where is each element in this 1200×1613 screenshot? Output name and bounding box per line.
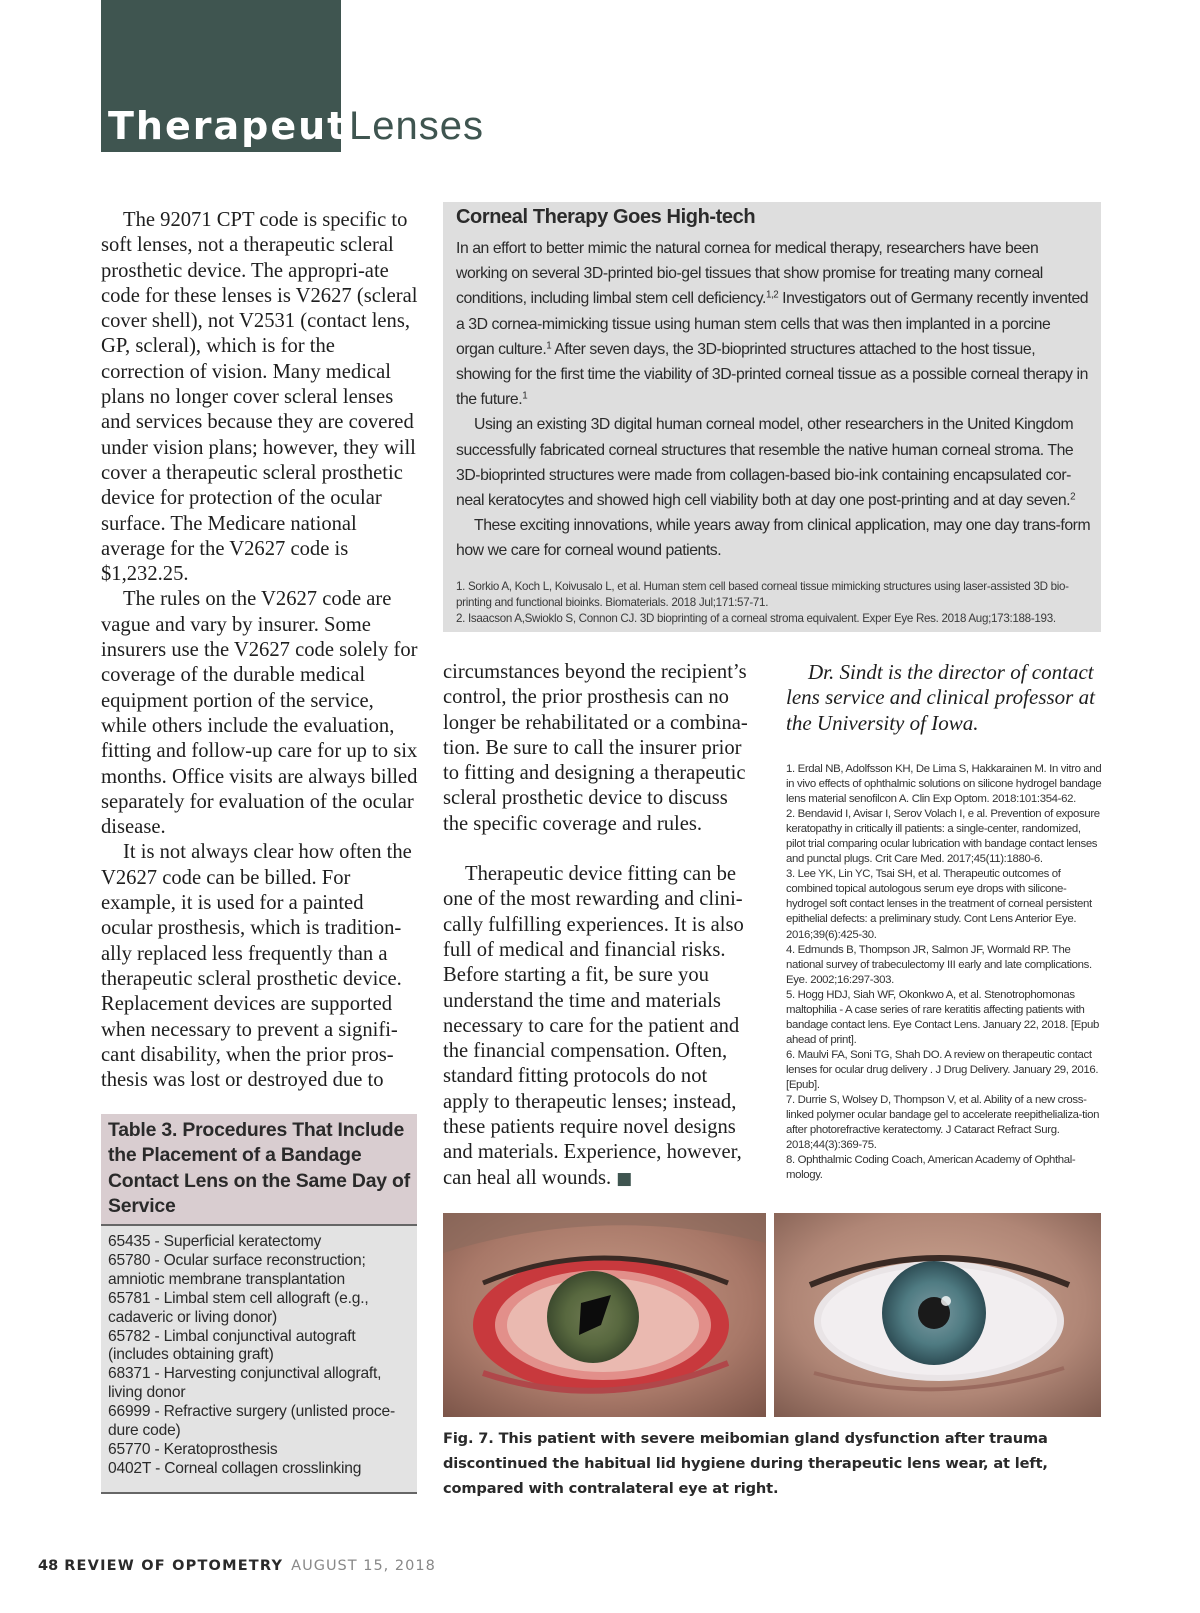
sidebar-paragraph: These exciting innovations, while years away from clinical application, may one day trans-form how we care for corneal wound patients. [456,517,1091,560]
reference-item: 3. Lee YK, Lin YC, Tsai SH, et al. Therapeutic outcomes of combined topical autologous serum eye drops with silicone-hydrogel soft contact lenses in the treatment of corneal persistent epithelial defects: a preliminary study. Cont Lens Anterior Eye. 2016;39(6):425-30. [786,868,1092,941]
body-paragraph: Therapeutic device fitting can be one of the most rewarding and clini-cally fulfilling experiences. It is also full of medical and financial risks. Before starting a fit, be sure you understand the time and materials necessary to care for the patient and the financial compensation. Often, standard fitting protocols do not apply to therapeutic lenses; instead, these patients require novel designs and materials. Experience, however, can heal all wounds. ■ [443,863,744,1189]
sidebar-references [456,579,1092,627]
table-row: 65770 - Keratoprosthesis [108,1440,278,1458]
reference-item: 5. Hogg HDJ, Siah WF, Okonkwo A, et al. Stenotrophomonas maltophilia - A case series of rare keratitis affecting patients with bandage contact lens. Eye Contact Lens. January 22, 2018. [Epub ahead of print]. [786,988,1099,1046]
table-row: 65780 - Ocular surface reconstruction; amniotic membrane transplantation [108,1251,366,1288]
issue-date: AUGUST 15, 2018 [291,1558,436,1574]
reference-item: 8. Ophthalmic Coding Coach, American Academy of Ophthal-mology. [786,1154,1076,1182]
sidebar-reference: 1. Sorkio A, Koch L, Koivusalo L, et al. Human stem cell based corneal tissue mimicking structures using laser-assisted 3D bio-printing and functional bioinks. Biomaterials. 2018 Jul;171:57-71. [456,580,1069,609]
end-mark: ■ [616,1168,633,1189]
sidebar-reference: 2. Isaacson A,Swioklo S, Connon CJ. 3D bioprinting of a corneal stroma equivalent. Exper Eye Res. 2018 Aug;173:188-193. [456,612,1056,625]
sidebar-body [456,236,1092,564]
sidebar-title: Corneal Therapy Goes High-tech [456,206,756,228]
body-paragraph: The 92071 CPT code is specific to soft lenses, not a therapeutic scleral prosthetic device. The appropri-ate code for these lenses is V2627 (scleral cover shell), not V2531 (contact lens, GP, scleral), which is for the correction of vision. Many medical plans no longer cover scleral lenses and services because they are covered under vision plans; however, they will cover a therapeutic scleral prosthetic device for protection of the ocular surface. The Medicare national average for the V2627 code is $1,232.25. [101,209,418,586]
page-footer [38,1558,436,1574]
section-title-bold: Therapeutic [108,104,387,148]
page-number: 48 [38,1558,59,1574]
reference-item: 7. Durrie S, Wolsey D, Thompson V, et al. Ability of a new cross-linked polymer ocular bandage gel to accelerate reepithelializa-tion after photorefractive keratectomy. J Cataract Refract Surg. 2018;44(3):369-75. [786,1094,1100,1152]
body-column-middle [443,660,758,1192]
author-bio: Dr. Sindt is the director of contact lens service and clinical professor at the University of Iowa. [786,660,1095,735]
table-row: 66999 - Refractive surgery (unlisted proce-dure code) [108,1403,395,1440]
table-items [108,1233,413,1479]
reference-item: 6. Maulvi FA, Soni TG, Shah DO. A review on therapeutic contact lenses for ocular drug delivery . J Drug Delivery. January 29, 2016. [Epub]. [786,1048,1099,1091]
table-row: 65781 - Limbal stem cell allograft (e.g., cadaveric or living donor) [108,1289,369,1326]
reference-item: 4. Edmunds B, Thompson JR, Salmon JF, Wormald RP. The national survey of trabeculectomy III early and late complications. Eye. 2002;16:297-303. [786,943,1092,986]
table-row: 65435 - Superficial keratectomy [108,1233,322,1250]
figure-caption: Fig. 7. This patient with severe meibomian gland dysfunction after trauma discontinued the habitual lid hygiene during therapeutic lens wear, at left, compared with contralateral eye at right. [443,1430,1048,1498]
table-bottom-rule [101,1492,417,1494]
references-list [786,762,1102,1183]
body-column-left [101,208,419,1093]
eye-photo-right [774,1213,1101,1417]
body-paragraph: circumstances beyond the recipient’s control, the prior prosthesis can no longer be rehabilitated or a combina-tion. Be sure to call the insurer prior to fitting and designing a therapeutic scleral prosthetic device to discuss the specific coverage and rules. [443,661,748,835]
reference-item: 1. Erdal NB, Adolfsson KH, De Lima S, Hakkarainen M. In vitro and in vivo effects of ophthalmic solutions on silicone hydrogel bandage lens material senofilcon A. Clin Exp Optom. 2018:101:354-62. [786,763,1102,806]
table-row: 68371 - Harvesting conjunctival allograft, living donor [108,1365,382,1402]
sidebar-paragraph: In an effort to better mimic the natural cornea for medical therapy, researchers have been working on several 3D-printed bio-gel tissues that show promise for treating many corneal conditions, including limbal stem cell deficiency.$^{1,2}$ Investigators out of Germany recently invented a 3D cornea-mimicking tissue using human stem cells that was then implanted in a porcine organ culture.$^1$ After seven days, the 3D-bioprinted structures attached to the host tissue, showing for the first time the viability of 3D-printed corneal tissue as a possible corneal therapy in the future.$^1$ [456,240,1089,409]
body-paragraph: The rules on the V2627 code are vague and vary by insurer. Some insurers use the V2627 code solely for coverage of the durable medical equipment portion of the service, while others include the evaluation, fitting and follow-up care for up to six months. Office visits are always billed separately for evaluation of the ocular disease. [101,588,418,839]
table-row: 0402T - Corneal collagen crosslinking [108,1459,362,1477]
table-row: 65782 - Limbal conjunctival autograft (includes obtaining graft) [108,1327,356,1364]
body-paragraph: It is not always clear how often the V2627 code can be billed. For example, it is used for a painted ocular prosthesis, which is tradition-ally replaced less frequently than a therapeutic scleral prosthetic device. Replacement devices are supported when necessary to prevent a signifi-cant disability, when the prior pros-thesis was lost or destroyed due to [101,841,412,1092]
eye-photo-left [443,1213,766,1417]
magazine-name: REVIEW OF OPTOMETRY [64,1558,284,1574]
reference-item: 2. Bendavid I, Avisar I, Serov Volach I, e al. Prevention of exposure keratopathy in critically ill patients: a single-center, randomized, pilot trial comparing ocular lubrication with bandage contact lenses and punctal plugs. Crit Care Med. 2017;45(11):1880-6. [786,808,1100,866]
table-title: Table 3. Procedures That Include the Placement of a Bandage Contact Lens on the Same Day of Service [108,1119,410,1218]
sidebar-paragraph: Using an existing 3D digital human corneal model, other researchers in the United Kingdom successfully fabricated corneal structures that resemble the native human corneal stroma. The 3D-bioprinted structures were made from collagen-based bio-ink containing encapsulated cor-neal keratocytes and showed high cell viability both at day one post-printing and at day seven.$^2$ [456,416,1076,510]
section-title-light: Lenses [349,104,484,148]
